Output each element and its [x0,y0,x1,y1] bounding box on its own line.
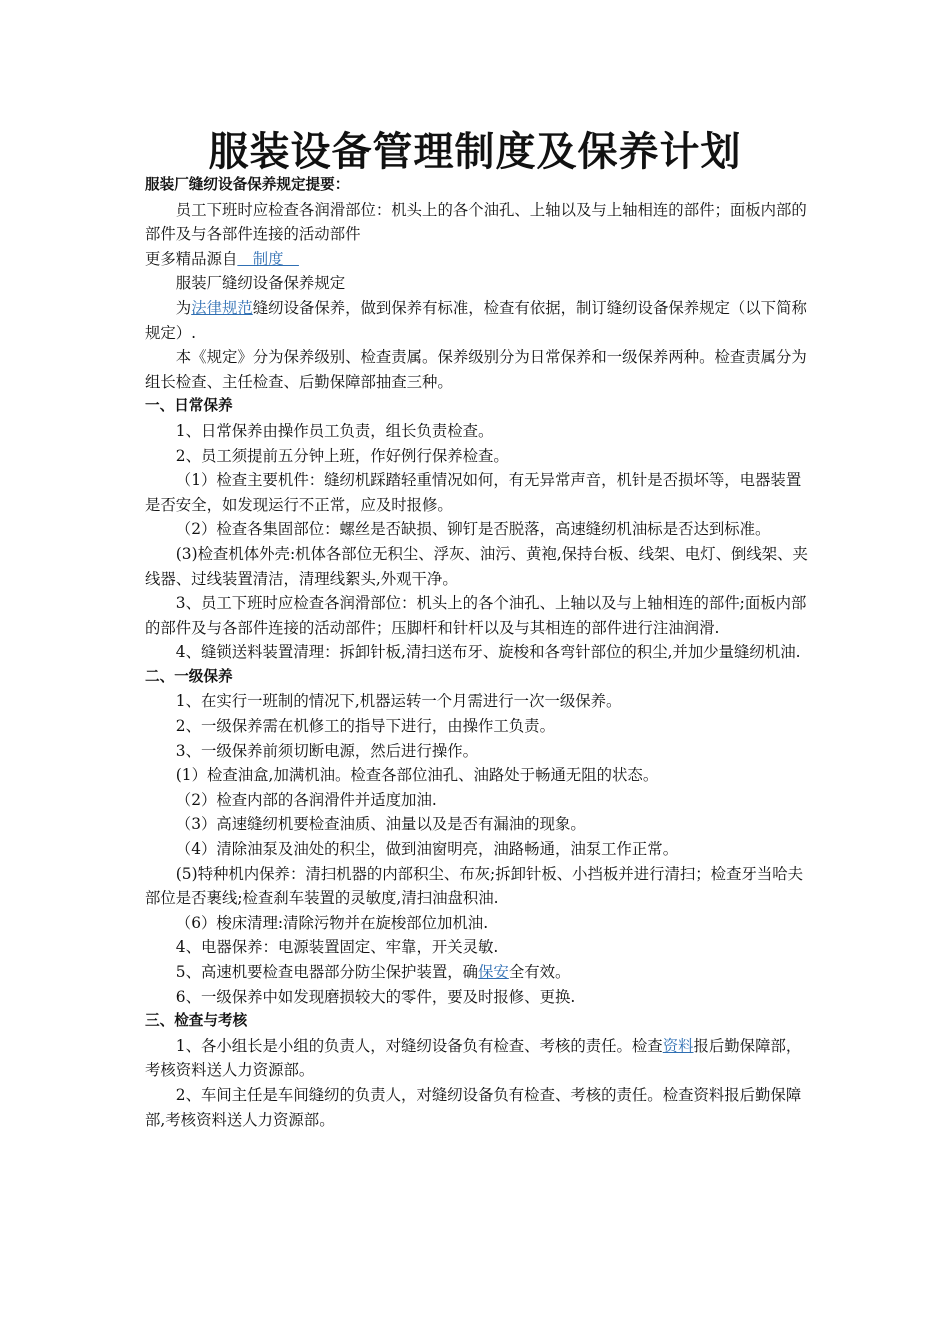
more-source-link[interactable]: 制度 [237,249,299,268]
summary-text: 员工下班时应检查各润滑部位：机头上的各个油孔、上轴以及与上轴相连的部件；面板内部的部件及与各部件连接的活动部件 [145,200,807,244]
section1-item: 1、日常保养由操作员工负责，组长负责检查。 [175,421,494,440]
section3-heading: 三、检查与考核 [145,1012,248,1030]
summary-heading: 服装厂缝纫设备保养规定提要： [145,176,350,193]
materials-link[interactable]: 资料 [662,1036,694,1055]
more-source-prefix: 更多精品源自 [145,249,238,268]
section3-item-2: 2、车间主任是车间缝纫的负责人，对缝纫设备负有检查、考核的责任。检查资料报后勤保障部,考核资料送人力资源部。 [145,1085,802,1129]
section1-item: （2）检查各集固部位：螺丝是否缺损、铆钉是否脱落，高速缝纫机油标是否达到标准。 [175,520,771,539]
more-source-line [145,247,813,272]
section2-item: （2）检查内部的各润滑件并适度加油. [175,790,437,809]
page-title: 服装设备管理制度及保养计划 [208,128,742,175]
law-link[interactable]: 法律规范 [191,298,253,317]
sub-title: 服装厂缝纫设备保养规定 [175,274,346,293]
section1-item: 4、缝锁送料装置清理：拆卸针板,清扫送布牙、旋梭和各弯针部位的积尘,并加少量缝纫机油. [175,643,801,662]
section2-item: 3、一级保养前须切断电源，然后进行操作。 [175,741,479,760]
section1-item: 2、员工须提前五分钟上班，作好例行保养检查。 [175,446,509,465]
security-link[interactable]: 保安 [478,963,509,981]
section2-item: 1、在实行一班制的情况下,机器运转一个月需进行一次一级保养。 [175,692,622,711]
section2-item: （3）高速缝纫机要检查油质、油量以及是否有漏油的现象。 [175,815,586,834]
section3-item-1 [145,1034,813,1083]
section1-item: (3)检查机体外壳:机体各部位无积尘、浮灰、油污、黄袍,保持台板、线架、电灯、倒线架、夹线器、过线装置清洁，清理线絮头,外观干净。 [145,544,808,588]
item1-after: 报后勤保障部，考核资料送人力资源部。 [145,1036,802,1080]
item5-after: 全有效。 [508,963,571,981]
intro-before: 为 [175,298,192,317]
item1-before: 1、各小组长是小组的负责人，对缝纫设备负有检查、考核的责任。检查 [175,1036,663,1055]
section2-item: （4）清除油泵及油处的积尘，做到油窗明亮，油路畅通，油泵工作正常。 [175,840,679,859]
section2-item: (1）检查油盒,加满机油。检查各部位油孔、油路处于畅通无阻的状态。 [175,766,659,785]
intro-paragraph [145,296,813,345]
section1-item: 3、员工下班时应检查各润滑部位：机头上的各个油孔、上轴以及与上轴相连的部件;面板内部的部件及与各部件连接的活动部件；压脚杆和针杆以及与其相连的部件进行注油润滑. [145,594,807,637]
section2-item: 6、一级保养中如发现磨损较大的零件，要及时报修、更换. [175,987,576,1006]
item5-before: 5、高速机要检查电器部分防尘保护装置，确 [175,963,479,981]
intro-after: 缝纫设备保养，做到保养有标准，检查有依据，制订缝纫设备保养规定（以下简称规定）. [145,298,807,342]
scope-paragraph: 本《规定》分为保养级别、检查责属。保养级别分为日常保养和一级保养两种。检查责属分为组长检查、主任检查、后勤保障部抽查三种。 [145,348,807,391]
section1-heading: 一、日常保养 [145,397,233,415]
section2-item: 2、一级保养需在机修工的指导下进行，由操作工负责。 [175,717,555,736]
section2-item: （6）梭床清理:清除污物并在旋梭部位加机油. [175,913,489,932]
section2-item-5 [145,960,813,985]
document-body [145,173,813,1132]
section2-item: (5)特种机内保养：清扫机器的内部积尘、布灰;拆卸针板、小挡板并进行清扫；检查牙当哈夫部位是否裹线;检查刹车装置的灵敏度,清扫油盘积油. [145,864,804,908]
section2-item: 4、电器保养：电源装置固定、牢靠，开关灵敏. [175,938,499,957]
section2-heading: 二、一级保养 [145,667,233,685]
section1-item: （1）检查主要机件：缝纫机踩踏轻重情况如何，有无异常声音，机针是否损坏等，电器装置是否安全，如发现运行不正常，应及时报修。 [145,471,802,514]
